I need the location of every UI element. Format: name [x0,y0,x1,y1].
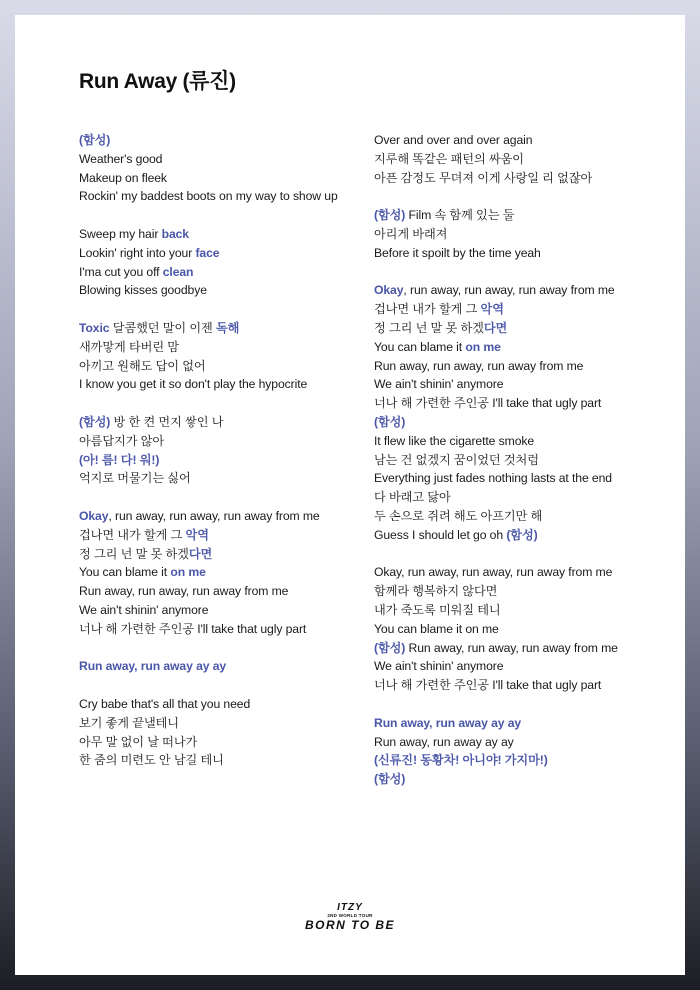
lyric-text: 너나 해 가련한 주인공 I'll take that ugly part [374,678,602,693]
lyric-line [374,526,674,545]
lyric-line [79,319,379,338]
stanza-gap [374,695,674,714]
lyric-text: , run away, run away, run away from me [403,283,615,298]
lyric-line [79,563,379,582]
lyric-text: 두 손으로 쥐려 해도 아프기만 해 [374,508,543,523]
lyric-line [79,150,379,169]
lyric-text: 남는 건 없겠지 꿈이었던 것처럼 [374,452,539,467]
tour-logo [292,903,408,937]
lyric-line [79,526,379,545]
stanza-gap [79,300,379,319]
lyric-text: Sweep my hair [79,226,162,241]
lyric-text: We ain't shinin' anymore [79,602,209,617]
lyrics-sheet [15,15,685,975]
lyric-highlight: 독해 [215,320,240,335]
lyric-highlight: Okay [79,508,109,523]
lyric-highlight: (함성) [79,133,111,147]
lyric-highlight: 다면 [483,320,508,335]
stanza-gap [79,639,379,658]
lyric-line [79,244,379,263]
lyric-text: Run away, run away ay ay [374,734,514,749]
lyric-line [79,507,379,526]
lyric-highlight: back [161,226,189,241]
lyric-text: Cry babe that's all that you need [79,696,251,711]
lyric-line [374,338,674,357]
lyric-text: Makeup on fleek [79,170,167,185]
lyric-highlight: 악역 [185,527,209,542]
lyric-line [79,582,379,601]
lyric-text: 다 바래고 닳아 [374,490,451,505]
lyric-text: Run away, run away, run away from me [374,358,584,373]
lyric-line [79,620,379,639]
lyric-line [374,451,674,470]
lyric-highlight: (함성) [374,640,406,655]
lyric-line [79,695,379,714]
lyric-highlight: on me [465,339,501,354]
lyric-text: 아픈 감정도 무뎌져 이게 사랑일 리 없잖아 [374,170,593,185]
lyric-line [374,770,674,789]
lyric-text: 너나 해 가련한 주인공 I'll take that ugly part [374,396,602,411]
stanza-gap [79,394,379,413]
lyric-line [79,169,379,188]
lyric-line [374,150,674,169]
stanza-gap [374,545,674,564]
lyric-text: Okay, run away, run away, run away from me [374,565,613,580]
lyric-text: 보기 좋게 끝낼테니 [79,715,179,730]
lyric-text: We ain't shinin' anymore [374,659,504,674]
lyric-line [79,601,379,620]
lyric-text: Everything just fades nothing lasts at the end [374,471,612,486]
lyric-line [79,714,379,733]
lyric-highlight: (함성) [374,414,406,429]
lyric-highlight: (함성) [79,414,111,429]
lyric-highlight: 악역 [480,302,504,317]
lyric-line [79,263,379,282]
lyric-line [79,357,379,376]
lyric-highlight: (함성) [374,772,406,787]
lyric-text: 정 그리 넌 말 못 하겠 [79,546,189,561]
logo-tour: 2ND WORLD TOUR [327,913,373,918]
lyric-line [374,432,674,451]
lyric-line [374,639,674,658]
lyric-line [374,413,674,432]
stanza-gap [79,488,379,507]
lyric-text: 내가 죽도록 미워질 테니 [374,602,501,617]
lyric-line [79,545,379,564]
lyric-text: , run away, run away, run away from me [108,508,320,523]
lyric-line [374,601,674,620]
lyric-text: You can blame it [79,565,171,580]
lyric-text: You can blame it on me [374,621,499,636]
lyric-line [374,469,674,488]
lyric-line [374,375,674,394]
lyric-line [79,375,379,394]
stanza-gap [79,676,379,695]
lyric-text: Weather's good [79,151,163,166]
lyric-line [79,225,379,244]
lyric-text: We ain't shinin' anymore [374,377,504,392]
lyric-highlight: face [195,245,220,260]
lyric-line [374,394,674,413]
lyric-line [374,206,674,225]
lyric-line [79,281,379,300]
lyric-text: 방 한 켠 먼지 쌓인 나 [110,414,224,429]
lyric-line [79,432,379,451]
lyric-text: 함께라 행복하지 않다면 [374,584,498,599]
lyric-line [374,488,674,507]
stanza-gap [374,187,674,206]
lyric-line [374,714,674,733]
lyric-line [79,187,379,206]
lyric-text: Lookin' right into your [79,245,196,260]
lyric-text: 억지로 머물기는 싫어 [79,471,191,486]
lyric-text: 아름답지가 않아 [79,433,164,448]
lyric-line [374,357,674,376]
lyric-text: 달콤했던 말이 이젠 [109,320,216,335]
lyric-highlight: 다면 [188,546,213,561]
lyric-line [79,338,379,357]
lyric-line [374,319,674,338]
lyric-text: 지루해 똑같은 패턴의 싸움이 [374,151,524,166]
lyric-text: 아리게 바래져 [374,226,448,241]
lyric-line [374,620,674,639]
lyric-line [79,131,379,150]
lyric-text: 정 그리 넌 말 못 하겠 [374,320,484,335]
lyric-line [374,300,674,319]
lyric-line [374,563,674,582]
lyric-text: Run away, run away, run away from me [405,640,618,655]
lyric-line [374,169,674,188]
lyric-text: 새까맣게 타버린 맘 [79,339,179,354]
lyric-highlight: Run away, run away ay ay [374,715,522,730]
lyric-line [79,733,379,752]
lyric-text: Rockin' my baddest boots on my way to show up [79,189,338,204]
lyric-text: 겁나면 내가 할게 그 [79,527,186,542]
lyric-text: I know you get it so don't play the hypocrite [79,377,308,392]
lyric-text: Run away, run away, run away from me [79,584,289,599]
lyric-highlight: clean [162,264,194,279]
lyric-line [374,225,674,244]
lyric-line [79,413,379,432]
lyric-text: Guess I should let go oh [374,527,507,542]
lyric-text: 아끼고 원해도 답이 없어 [79,358,206,373]
lyric-text: Film 속 함께 있는 둘 [405,208,515,223]
lyric-highlight: Okay [374,283,404,298]
lyric-text: You can blame it [374,339,466,354]
lyric-text: 한 줌의 미련도 안 남길 테니 [79,753,224,768]
lyric-line [374,507,674,526]
lyric-highlight: (아! 름! 다! 워!) [79,452,160,467]
lyric-text: I'ma cut you off [79,264,163,279]
lyric-line [374,244,674,263]
lyric-line [79,657,379,676]
lyric-highlight: (함성) [374,208,406,223]
lyric-line [374,131,674,150]
lyric-highlight: on me [170,565,206,580]
lyrics-column-left [79,131,379,770]
stanza-gap [79,206,379,225]
lyric-text: 너나 해 가련한 주인공 I'll take that ugly part [79,621,307,636]
lyric-text: Over and over and over again [374,133,533,147]
lyric-text: Before it spoilt by the time yeah [374,245,541,260]
lyric-text: Blowing kisses goodbye [79,283,207,298]
lyric-highlight: Run away, run away ay ay [79,659,227,674]
logo-brand: ITZY [337,902,363,913]
stanza-gap [374,263,674,282]
lyric-line [79,451,379,470]
lyric-line [374,751,674,770]
lyric-line [374,733,674,752]
logo-name: BORN TO BE [304,918,396,932]
lyric-line [79,469,379,488]
lyric-highlight: (함성) [506,527,538,542]
lyric-line [374,657,674,676]
lyrics-column-right [374,131,674,789]
lyric-highlight: Toxic [79,320,110,335]
lyric-line [374,582,674,601]
lyric-text: It flew like the cigarette smoke [374,433,535,448]
song-title: Run Away (류진) [79,70,236,93]
lyric-text: 아무 말 없이 날 떠나가 [79,734,198,749]
lyric-line [374,676,674,695]
lyric-text: 겁나면 내가 할게 그 [374,302,481,317]
lyric-highlight: (신류진! 동황차! 아니야! 가지마!) [374,753,548,768]
lyric-line [79,751,379,770]
lyric-line [374,281,674,300]
